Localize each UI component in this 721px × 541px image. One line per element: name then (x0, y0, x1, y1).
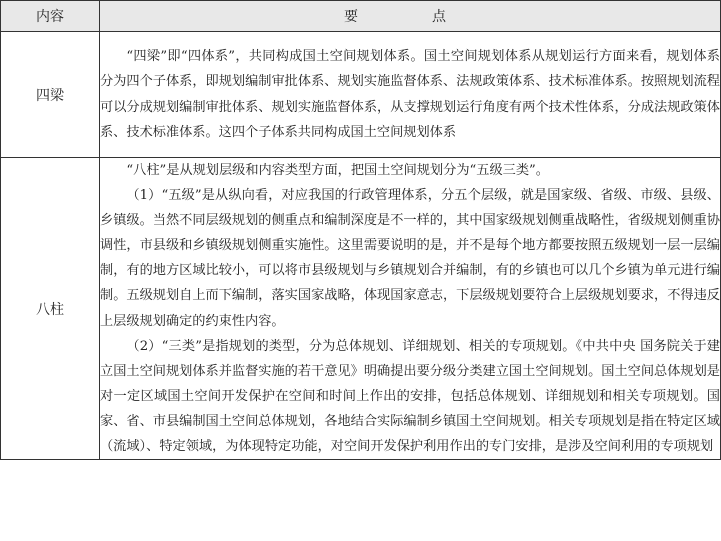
paragraph: （2）“三类”是指规划的类型，分为总体规划、详细规划、相关的专项规划。《中共中央 国务院关于建立国土空间规划体系并监督实施的若干意见》明确提出要分级分类建立国土空间规划。国土空间总体规划是对一定区域国土空间开发保护在空间和时间上作出的安排，包括总体规划、详细规划和相关专项规划。国家、省、市县编制国土空间总体规划，各地结合实际编制乡镇国土空间规划。相关专项规划是指在特定区域（流域）、特定领域，为体现特定功能，对空间开发保护利用作出的专门安排，是涉及空间利用的专项规划 (100, 338, 720, 455)
row-body (100, 158, 721, 460)
row-label: 八柱 (1, 158, 100, 460)
row-body (100, 32, 721, 158)
table-header-row (1, 1, 721, 32)
table-row-bazhu (1, 158, 721, 460)
paragraph: （1）“五级”是从纵向看，对应我国的行政管理体系，分五个层级，就是国家级、省级、市级、县级、乡镇级。当然不同层级规划的侧重点和编制深度是不一样的，其中国家级规划侧重战略性，省级规划侧重协调性，市县级和乡镇级规划侧重实施性。这里需要说明的是，并不是每个地方都要按照五级规划一层一层编制，有的地方区域比较小，可以将市县级规划与乡镇规划合并编制，有的乡镇也可以几个乡镇为单元进行编制。五级规划自上而下编制，落实国家战略，体现国家意志，下层级规划要符合上层级规划要求，不得违反上层级规划确定的约束性内容。 (100, 188, 720, 329)
paragraph: “四梁”即“四体系”，共同构成国土空间规划体系。国土空间规划体系从规划运行方面来看，规划体系分为四个子体系，即规划编制审批体系、规划实施监督体系、法规政策体系、技术标准体系。按照规划流程可以分成规划编制审批体系、规划实施监督体系，从支撑规划运行角度有两个技术性体系，分成法规政策体系、技术标准体系。这四个子体系共同构成国土空间规划体系 (100, 49, 720, 140)
paragraph: “八柱”是从规划层级和内容类型方面，把国土空间规划分为“五级三类”。 (126, 163, 549, 178)
header-key-points: 要 点 (100, 1, 721, 32)
header-content: 内容 (1, 1, 100, 32)
table-row-silian (1, 32, 721, 158)
row-label: 四梁 (1, 32, 100, 158)
